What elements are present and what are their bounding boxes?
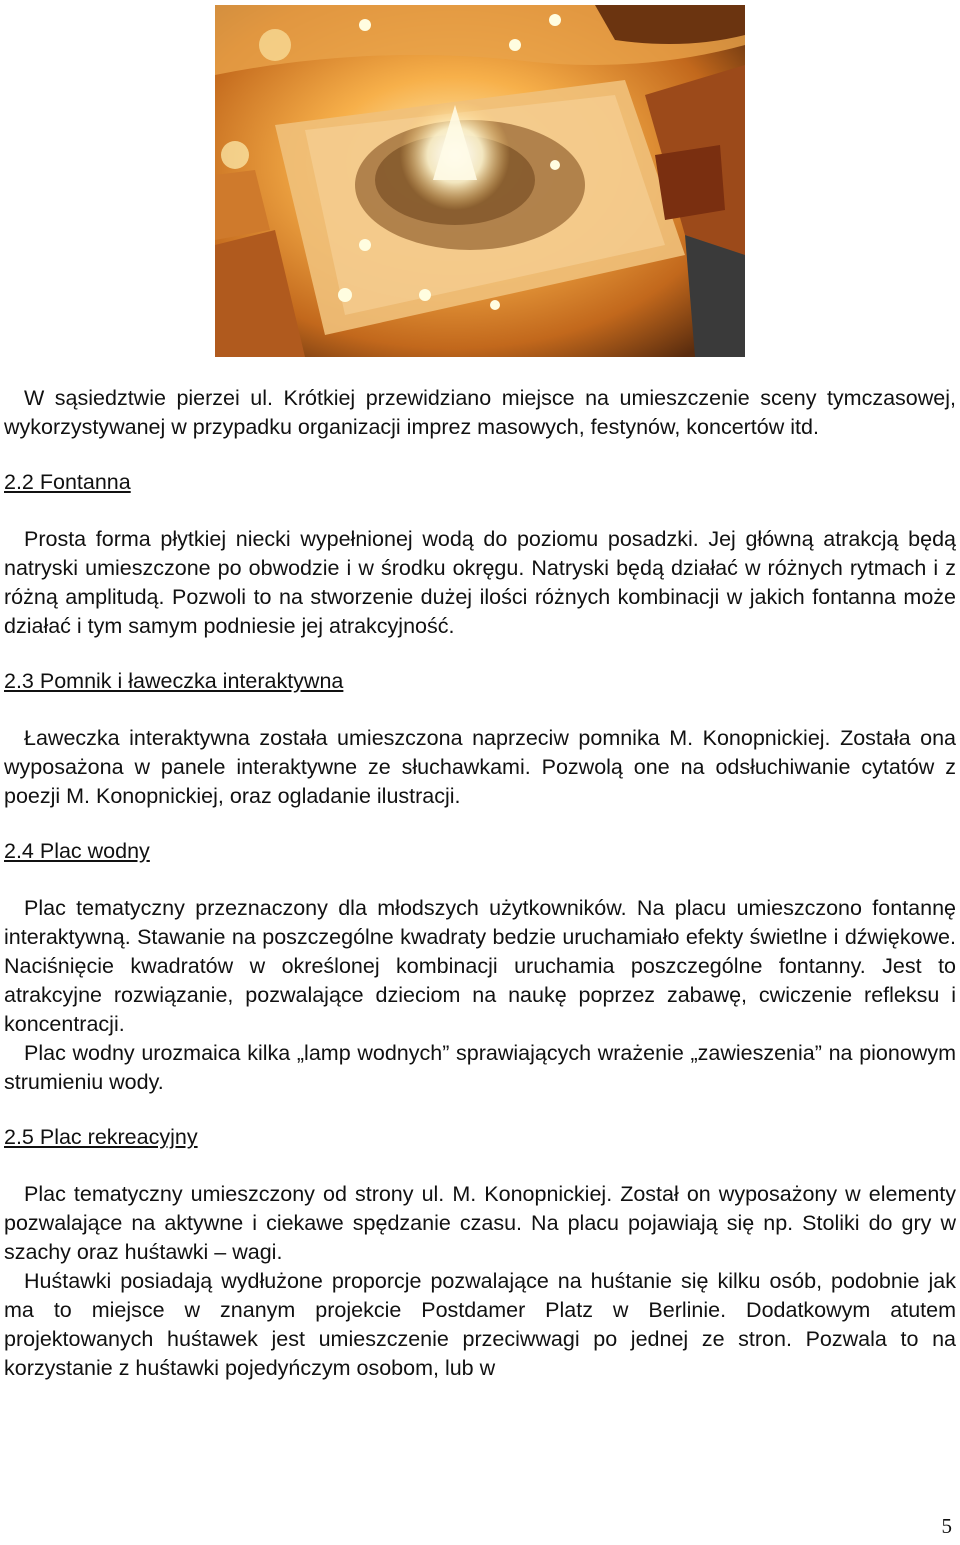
stage-paragraph: W sąsiedztwie pierzei ul. Krótkiej przewidziano miejsce na umieszczenie sceny tymczasowej, wykorzystywanej w przypadku organizacji imprez masowych, festynów, koncertów itd. [4,386,956,439]
heading-2-3: 2.3 Pomnik i ławeczka interaktywna [4,669,344,693]
heading-2-2: 2.2 Fontanna [4,470,131,494]
section-heading-monument [4,667,956,696]
recreation-paragraph-1: Plac tematyczny umieszczony od strony ul. M. Konopnickiej. Został on wyposażony w elementy pozwalające na aktywne i ciekawe spędzanie czasu. Na placu pojawiają się np. Stoliki do gry w szachy oraz huśtawki – wagi. [4,1182,956,1264]
rendering-illustration [215,5,745,357]
section-heading-water-square [4,837,956,866]
fountain-paragraph: Prosta forma płytkiej niecki wypełnionej wodą do poziomu posadzki. Jej główną atrakcją będą natryski umieszczone po obwodzie i w środku okręgu. Natryski będą działać w różnych rytmach i z różną amplitudą. Pozwoli to na stworzenie dużej ilości różnych kombinacji w jakich fontanna może działać i tym samym podniesie jej atrakcyjność. [4,527,956,638]
heading-2-4: 2.4 Plac wodny [4,839,150,863]
section-heading-fountain [4,468,956,497]
page-number: 5 [941,1514,952,1538]
heading-2-5: 2.5 Plac rekreacyjny [4,1125,198,1149]
water-square-paragraph-2: Plac wodny urozmaica kilka „lamp wodnych” sprawiających wrażenie „zawieszenia” na pionowym strumieniu wody. [4,1041,956,1094]
monument-paragraph: Ławeczka interaktywna została umieszczona naprzeciw pomnika M. Konopnickiej. Została ona wyposażona w panele interaktywne ze słuchawkami. Pozwolą one na odsłuchiwanie cytatów z poezji M. Konopnickiej, oraz ogladanie ilustracji. [4,726,956,808]
night-square-rendering [215,5,745,357]
water-square-paragraph-1: Plac tematyczny przeznaczony dla młodszych użytkowników. Na placu umieszczono fontannę interaktywną. Stawanie na poszczególne kwadraty bedzie uruchamiało efekty świetlne i dźwiękowe. Naciśnięcie kwadratów w określonej kombinacji uruchamia poszczególne fontanny. Jest to atrakcyjne rozwiązanie, pozwalające dzieciom na naukę poprzez zabawę, cwiczenie refleksu i koncentracji. [4,896,956,1036]
recreation-paragraph-2: Huśtawki posiadają wydłużone proporcje pozwalające na huśtanie się kilku osób, podobnie jak ma to miejsce w znanym projekcie Postdamer Platz w Berlinie. Dodatkowym atutem projektowanych huśtawek jest umieszczenie przeciwwagi po jednej ze stron. Pozwala to na korzystanie z huśtawki pojedyńczym osobom, lub w [4,1269,956,1380]
section-heading-recreation [4,1123,956,1152]
document-body [4,384,956,1383]
